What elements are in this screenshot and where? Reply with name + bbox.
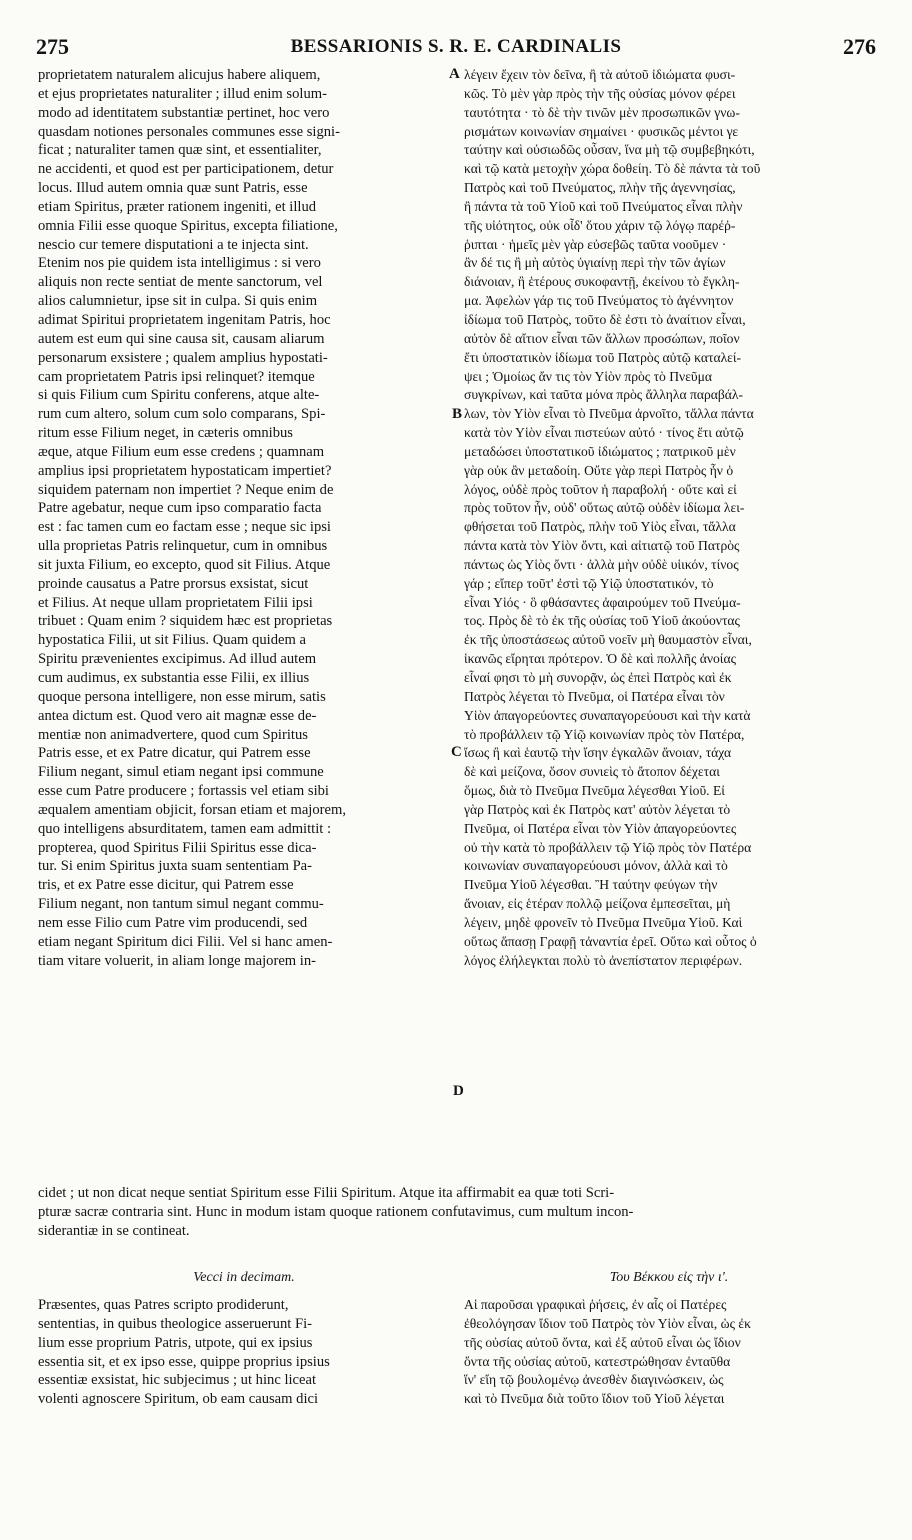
- greek-text-line: καὶ τὸ Πνεῦμα διὰ τοῦτο ἴδιον τοῦ Υἱοῦ λέγεται: [464, 1391, 725, 1407]
- greek-text-line: τὸ προβάλλειν τῷ Υἱῷ κοινωνίαν πρὸς τὸν Πατέρα,: [464, 726, 745, 742]
- column-marker-a: A: [449, 66, 460, 82]
- latin-continuation: [38, 1184, 874, 1241]
- greek-text-line: ταύτην καὶ οὐσιωδῶς οὖσαν, ἵνα μὴ τῷ συμβεβηκότι,: [464, 142, 755, 158]
- greek-text-line: οὕτως ἅπασῃ Γραφῇ τἀναντία ἐρεῖ. Οὕτω καὶ οὗτος ὁ: [464, 933, 757, 949]
- latin-text-line: tiam vitare voluerit, in aliam longe majorem in-: [38, 952, 317, 969]
- greek-text-line: Πνεῦμα Υἱοῦ λέγεσθαι. Ἢ ταύτην φεύγων τὴν: [464, 877, 718, 893]
- latin-text-line: æqualem amentiam objicit, forsan etiam et majorem,: [38, 801, 346, 818]
- latin-text-line: locus. Illud autem omnia quæ sunt Patris, esse: [38, 180, 308, 197]
- greek-text-line: ἴσως ἢ καὶ ἑαυτῷ τὴν ἴσην ἐγκαλῶν ἄνοιαν, τάχα: [464, 745, 732, 761]
- latin-text-line: quo intelligens absurditatem, tamen eam admittit :: [38, 820, 332, 837]
- latin-text-line: siquidem paternam non impertiet ? Neque enim de: [38, 481, 334, 498]
- greek-text-line: ἔτι ὑποστατικὸν ἰδίωμα τοῦ Πατρὸς αὐτῷ καταλεί-: [464, 349, 742, 365]
- greek-text-line: ἐθεολόγησαν ἴδιον τοῦ Πατρὸς τὸν Υἱὸν εἶναι, ὡς ἐκ: [464, 1315, 751, 1331]
- greek-text-line: γὰρ οὐκ ἂν μεταδοίη. Οὔτε γὰρ περὶ Πατρὸς ἦν ὁ: [464, 462, 734, 478]
- latin-text-line: etiam negant Spiritum dici Filii. Vel si hanc amen-: [38, 933, 333, 950]
- greek-section-column: [464, 1296, 874, 1409]
- section-heading-greek: Του Βέκκου εἰς τὴν ι'.: [609, 1270, 729, 1285]
- latin-text-line: quoque persona intelligere, non esse mirum, satis: [38, 688, 326, 705]
- latin-text-line: Patre agebatur, neque cum ipso comparatio facta: [38, 500, 322, 517]
- latin-text-line: adimat Spiritui proprietatem ingenitam Patris, hoc: [38, 311, 331, 328]
- greek-text-line: μα. Ἀφελὼν γάρ τις τοῦ Πνεύματος τὸ ἀγέννητον: [464, 293, 734, 309]
- greek-text-line: πάντα κατὰ τὸν Υἱὸν ὄντι, καὶ αἰτιατῷ τοῦ Πατρὸς: [464, 538, 740, 554]
- greek-text-line: γάρ ; εἴπερ τοῦτ' ἐστὶ τῷ Υἱῷ ὑποστατικόν, τὸ: [464, 575, 714, 591]
- latin-text-line: cum audimus, ex substantia esse Filii, ex illius: [38, 670, 310, 686]
- latin-text-line: et ejus proprietates naturaliter ; illud enim solum-: [38, 85, 327, 102]
- latin-text-line: volenti agnoscere Spiritum, ob eam causam dici: [38, 1391, 319, 1408]
- greek-text-line: διάνοιαν, ἢ ἑτέρους συκοφαντῇ, ἐκείνου τὸ ἔγκλη-: [464, 274, 740, 290]
- greek-text-line: ἱκανῶς εἴρηται πρότερον. Ὁ δὲ καὶ πολλῆς ἀνοίας: [464, 651, 736, 667]
- latin-text-line: sit juxta Filium, eo excepto, quod sit Filius. Atque: [38, 556, 331, 573]
- latin-text-line: propterea, quod Spiritus Filii Spiritus esse dica-: [38, 839, 317, 856]
- latin-text-line: tris, et ex Patre esse dicitur, qui Patrem esse: [38, 877, 294, 894]
- greek-text-line: μεταδώσει ὑποστατικοῦ ἰδιώματος ; πατρικοῦ μὲν: [464, 443, 736, 459]
- greek-text-line: ψει ; Ὁμοίως ἄν τις τὸν Υἱὸν πρὸς τὸ Πνεῦμα: [464, 368, 713, 384]
- greek-text-line: αὐτὸν δὲ αἴτιον εἶναι τῶν ἄλλων προσώπων, ποῖον: [464, 330, 740, 346]
- latin-text-line: cam proprietatem Patris ipsi relinquet? itemque: [38, 368, 315, 385]
- latin-text-line: proprietatem naturalem alicujus habere aliquem,: [38, 67, 321, 83]
- greek-text-line: κοινωνίαν συναπαγορεύουσι μόνον, ἀλλὰ καὶ τὸ: [464, 858, 728, 874]
- greek-text-line: ὅμως, διὰ τὸ Πνεῦμα Πνεῦμα λέγεσθαι Υἱοῦ. Εἰ: [464, 783, 725, 799]
- greek-text-line: Αἱ παροῦσαι γραφικαὶ ῥήσεις, ἐν αἷς οἱ Πατέρες: [464, 1297, 727, 1312]
- greek-text-line: κατὰ τὸν Υἱὸν εἶναι πιστεύων αὐτό · τίνος ἔτι αὐτῷ: [464, 425, 744, 441]
- latin-text-line: Etenim nos pie quidem ista intelligimus : si vero: [38, 255, 321, 272]
- latin-text-line: tur. Si enim Spiritus juxta suam sententiam Pa-: [38, 858, 313, 875]
- section-heading-latin: Vecci in decimam.: [193, 1270, 295, 1285]
- latin-text-line: autem est eum qui sine causa sit, causam aliarum: [38, 330, 325, 347]
- latin-text-line: personarum exsistere ; qualem amplius hypostati-: [38, 349, 328, 366]
- latin-text-line: hypostatica Filii, ut sit Filius. Quam quidem a: [38, 632, 306, 649]
- running-title: BESSARIONIS S. R. E. CARDINALIS: [290, 36, 622, 57]
- latin-text-line: æque, atque Filium eum esse credens ; quamnam: [38, 443, 325, 460]
- greek-text-line: κῶς. Τὸ μὲν γὰρ πρὸς τὴν τῆς οὐσίας μόνον φέρει: [464, 85, 736, 101]
- greek-text-line: εἶναί φησι τὸ μὴ συνορᾷν, ὡς ἐπεὶ Πατρὸς καὶ ἐκ: [464, 670, 732, 685]
- latin-text-line: est : fac tamen cum eo factam esse ; neque sic ipsi: [38, 519, 331, 536]
- latin-text-line: et Filius. At neque ullam proprietatem Filii ipsi: [38, 594, 313, 611]
- latin-text-line: modo ad identitatem substantiæ pertinet, hoc vero: [38, 104, 330, 121]
- latin-text-line: Patris esse, et ex Patre dicatur, qui Patrem esse: [38, 745, 311, 762]
- greek-text-line: ἢ πάντα τὰ τοῦ Υἱοῦ καὶ τοῦ Πνεύματος εἶναι πλὴν: [464, 198, 743, 214]
- latin-text-line: ficat ; naturaliter tamen quæ sint, et essentialiter,: [38, 142, 322, 159]
- greek-text-line: γὰρ Πατρὸς καὶ ἐκ Πατρὸς κατ' αὐτὸν λέγεται τὸ: [464, 801, 731, 817]
- greek-text-line: τῆς υἱότητος, οὐκ οἶδ' ὅτου χάριν τῷ λόγῳ παρέῤ-: [464, 217, 736, 233]
- greek-text-line: ἂν δέ τις ἢ μὴ αὐτὸς ὑγιαίνῃ περὶ τὴν τῶν ἁγίων: [464, 255, 726, 271]
- latin-text-line: tribuet : Quam enim ? siquidem hæc est proprietas: [38, 613, 333, 630]
- latin-text-line: Spiritu prævenientes excipimus. Ad illud autem: [38, 651, 317, 668]
- running-header: [36, 34, 876, 64]
- latin-section-column: [38, 1296, 450, 1409]
- latin-text-line: rum cum altero, solum cum solo comparans, Spi-: [38, 406, 326, 423]
- greek-text-line: ῥιπται · ἡμεῖς μὲν γὰρ εὐσεβῶς ταῦτα νοοῦμεν ·: [464, 236, 727, 252]
- latin-text-line: quasdam notiones personales communes esse signi-: [38, 123, 340, 140]
- greek-text-line: εἶναι Υἱός · ὃ φθάσαντες ἀφαιρούμεν τοῦ Πνεύμα-: [464, 594, 741, 610]
- page-number-right: 276: [843, 34, 876, 59]
- greek-text-line: λων, τὸν Υἱὸν εἶναι τὸ Πνεῦμα ἀρνοῖτο, τἄλλα πάντα: [464, 406, 754, 422]
- latin-text-line: aliquis non recte sentiat de mente sanctorum, vel: [38, 274, 323, 291]
- greek-text-line: ἵν' εἴη τῷ βουλομένῳ ἀνεσθὲν διαγινώσκειν, ὡς: [464, 1372, 724, 1388]
- latin-text-line: mentiæ non animadvertere, quod cum Spiritus: [38, 726, 308, 743]
- latin-text-line: si quis Filium cum Spiritu conferens, atque alte-: [38, 387, 320, 404]
- greek-text-line: ρισμάτων κοινωνίαν σημαίνει · φυσικῶς μέντοι γε: [464, 123, 739, 139]
- greek-text-line: τος. Πρὸς δὲ τὸ ἐκ τῆς οὐσίας τοῦ Υἱοῦ ἀκούοντας: [464, 613, 740, 629]
- latin-text-line: ritum esse Filium neget, in cæteris omnibus: [38, 425, 293, 442]
- latin-text-line: cidet ; ut non dicat neque sentiat Spiritum esse Filii Spiritum. Atque ita affirmabit ea quæ toti Scri-: [38, 1185, 615, 1201]
- greek-text-line: ἄνοιαν, εἰς ἑτέραν πολλῷ μείζονα ἐμπεσεῖται, μὴ: [464, 896, 731, 912]
- latin-text-line: essentiæ exsistat, hic subjecimus ; ut hinc liceat: [38, 1372, 317, 1389]
- latin-text-line: Præsentes, quas Patres scripto prodiderunt,: [38, 1297, 289, 1313]
- greek-text-line: ταυτότητα · τὸ δὲ τὴν τινῶν μὲν προσωπικῶν γνω-: [464, 104, 740, 120]
- greek-text-line: λέγειν, μηδὲ φρονεῖν τὸ Πνεῦμα Πνεῦμα Υἱοῦ. Καὶ: [464, 914, 743, 930]
- latin-text-line: ulla proprietas Patris relinquetur, cum in omnibus: [38, 538, 328, 555]
- latin-text-line: etiam Spiritus, præter rationem ingeniti, et illud: [38, 198, 317, 215]
- column-marker-c: C: [451, 744, 462, 760]
- latin-text-line: esse cum Patre producere ; fortassis vel etiam sibi: [38, 783, 329, 800]
- greek-text-line: ἐκ τῆς ὑποστάσεως αὐτοῦ νοεῖν μὴ θαυμαστὸν εἶναι,: [464, 632, 752, 648]
- latin-text-line: siderantiæ in se contineat.: [38, 1222, 190, 1239]
- latin-text-line: proinde causatus a Patre prorsus exsistat, sicut: [38, 575, 309, 592]
- greek-text-line: πάντως ὡς Υἱὸς ὄντι · ἀλλὰ μὴν οὐδὲ υἱικόν, τίνος: [464, 556, 739, 572]
- latin-text-line: Filium negant, simul etiam negant ipsi commune: [38, 764, 324, 781]
- greek-text-line: Πνεῦμα, οἱ Πατέρα εἶναι τὸν Υἱὸν ἀπαγορεύοντες: [464, 820, 737, 836]
- greek-text-line: καὶ τῷ κατὰ μετοχὴν χώρα δοθείη. Τὸ δὲ πάντα τὰ τοῦ: [464, 161, 761, 177]
- greek-text-line: συγκρίνων, καὶ ταῦτα μόνα πρὸς ἄλληλα παραβάλ-: [464, 387, 744, 403]
- greek-text-line: οὐ τὴν κατὰ τὸ προβάλλειν τῷ Υἱῷ πρὸς τὸν Πατέρα: [464, 839, 752, 855]
- greek-text-line: ἰδίωμα τοῦ Πατρὸς, τοῦτο δὲ ἐστι τὸ ἀναίτιον εἶναι,: [464, 311, 746, 327]
- latin-text-line: nescio cur temere disputationi a te injecta sint.: [38, 236, 309, 253]
- latin-column: [38, 66, 450, 971]
- greek-text-line: φθήσεται τοῦ Πατρὸς, πλὴν τοῦ Υἱὸς εἶναι, τἄλλα: [464, 519, 736, 535]
- greek-text-line: Πατρὸς καὶ τοῦ Πνεύματος, πλὴν τῆς ἀγεννησίας,: [464, 180, 736, 196]
- latin-text-line: pturæ sacræ contraria sint. Hunc in modum istam quoque rationem confutavimus, cum multum incon-: [38, 1203, 634, 1220]
- greek-text-line: ὄντα τῆς οὐσίας αὐτοῦ, κατεστρώθησαν ἐνταῦθα: [464, 1353, 731, 1369]
- greek-column: [464, 66, 874, 971]
- latin-text-line: Filium negant, non tantum simul negant commu-: [38, 896, 324, 913]
- greek-text-line: πρὸς τοῦτον ἦν, οὐδ' οὕτως αὐτῷ οὐδὲν ἰδίωμα λει-: [464, 500, 745, 516]
- latin-text-line: omnia Filii esse quoque Spiritus, excepta filiatione,: [38, 217, 338, 234]
- greek-text-line: Υἱὸν ἀπαγορεύοντες συναπαγορεύουσι καὶ τὴν κατὰ: [464, 707, 751, 723]
- column-marker-d: D: [453, 1083, 464, 1099]
- greek-text-line: λόγος ἐλήλεγκται πολὺ τὸ ἀνεπίστατον περιφέρων.: [464, 952, 743, 968]
- greek-text-line: Πατρὸς λέγεται τὸ Πνεῦμα, οἱ Πατέρα εἶναι τὸν: [464, 688, 725, 704]
- latin-text-line: essentia sit, et ex ipso esse, quippe proprius ipsius: [38, 1353, 330, 1370]
- column-marker-b: B: [452, 406, 463, 422]
- latin-text-line: sententias, in quibus theologice asseruerunt Fi-: [38, 1315, 312, 1332]
- latin-text-line: lium esse proprium Patris, utpote, qui ex ipsius: [38, 1334, 313, 1351]
- latin-text-line: nem esse Filio cum Patre vim producendi, sed: [38, 914, 308, 931]
- greek-text-line: λέγειν ἔχειν τὸν δεῖνα, ἢ τὰ αὐτοῦ ἰδιώματα φυσι-: [464, 67, 736, 82]
- latin-text-line: ne accidenti, et quod est per participationem, detur: [38, 161, 334, 178]
- latin-text-line: antea dictum est. Quod vero ait magnæ esse de-: [38, 707, 317, 724]
- greek-text-line: λόγος, οὐδὲ πρὸς τοῦτον ἡ παραβολή · οὔτε καὶ εἰ: [464, 481, 737, 497]
- page-number-left: 275: [36, 34, 69, 59]
- greek-text-line: τῆς οὐσίας αὐτοῦ ὄντα, καὶ ἐξ αὐτοῦ εἶναι ὡς ἴδιον: [464, 1334, 741, 1350]
- greek-text-line: δὲ καὶ μείζονα, ὅσον συνιεὶς τὸ ἄτοπον δέχεται: [464, 764, 720, 780]
- latin-text-line: amplius ipsi proprietatem hypostaticam impertiet?: [38, 462, 332, 479]
- latin-text-line: alios calumnietur, ipse sit in culpa. Si quis enim: [38, 293, 318, 310]
